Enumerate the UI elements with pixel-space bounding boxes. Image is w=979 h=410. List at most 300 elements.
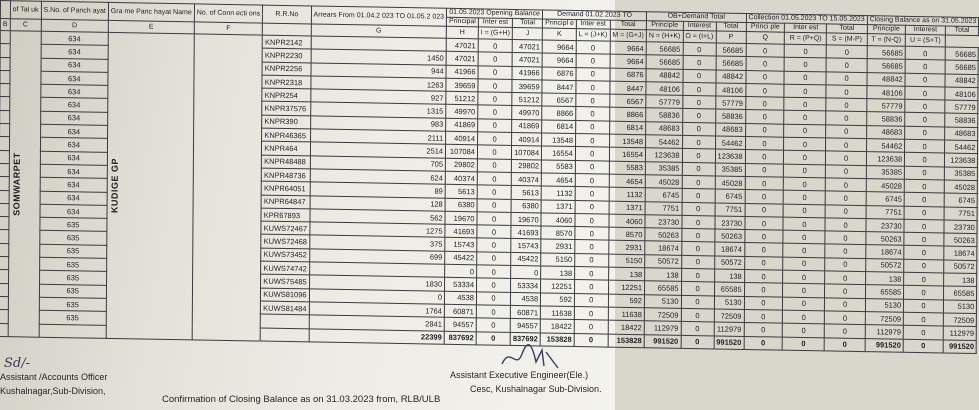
value-j: 18422: [540, 319, 574, 333]
value-s: 54462: [866, 139, 905, 153]
value-j: 8447: [542, 80, 576, 94]
value-r: 0: [825, 284, 865, 298]
value-o: 48683: [715, 123, 745, 137]
value-n: 0: [682, 122, 715, 136]
panchayat-code: 635: [39, 297, 106, 311]
value-t: 0: [904, 232, 944, 246]
value-m: 48683: [646, 122, 683, 136]
value-j: 2931: [541, 239, 575, 253]
value-r: 0: [825, 258, 865, 272]
value-m: 35385: [645, 161, 682, 175]
value-l: 592: [608, 294, 645, 308]
value-i: 45422: [511, 252, 541, 266]
value-g: 41693: [445, 224, 477, 238]
column-letter: [263, 23, 311, 36]
demand-interest-header: Inter est: [576, 20, 610, 30]
value-q: 0: [783, 204, 825, 218]
value-j: 138: [541, 266, 575, 280]
value-h: 0: [477, 185, 511, 199]
value-g: 41966: [446, 65, 478, 79]
rr-number: KNPR2318: [262, 75, 310, 89]
value-o: 35385: [715, 163, 745, 177]
arrears-value: 562: [310, 209, 446, 225]
value-s: 58836: [866, 112, 905, 126]
value-u: 18674: [944, 246, 977, 260]
value-s: 65585: [865, 285, 904, 299]
value-k: 0: [575, 187, 609, 201]
value-i: 0: [511, 265, 541, 279]
value-p: 0: [744, 270, 783, 284]
total-l: 153828: [608, 334, 645, 348]
value-s: 48683: [866, 125, 905, 139]
value-p: 0: [745, 216, 784, 230]
value-t: 0: [905, 153, 945, 167]
rr-no-header: R.R.No: [263, 5, 311, 24]
value-q: 0: [784, 111, 826, 125]
value-q: 0: [783, 230, 825, 244]
value-s: 18674: [865, 245, 904, 259]
rr-number: KNPR46365: [262, 128, 310, 142]
value-i: 47021: [512, 39, 542, 53]
value-g: 15743: [445, 238, 477, 252]
column-letter: Q: [746, 32, 785, 45]
arrears-value: 1275: [310, 222, 446, 238]
rr-number: KUWS81484: [261, 301, 309, 315]
value-u: 48683: [945, 127, 978, 141]
value-k: 0: [574, 280, 608, 294]
rr-number: KPR67893: [261, 208, 309, 222]
arrears-value: 128: [310, 195, 446, 211]
value-h: 0: [476, 318, 510, 332]
value-l: 12251: [608, 280, 645, 294]
rr-number: KNPR64051: [261, 181, 309, 195]
total-k: 0: [574, 333, 608, 347]
value-h: 0: [478, 39, 512, 53]
value-p: 0: [745, 97, 784, 111]
rr-number: KNPR2256: [262, 62, 310, 76]
value-g: 94557: [444, 317, 476, 331]
value-p: 0: [745, 163, 784, 177]
arrears-value: 624: [310, 169, 446, 185]
column-letter: B: [0, 19, 10, 31]
closing-principle-header: Principle: [867, 25, 906, 35]
value-i: 29802: [512, 159, 542, 173]
arrears-value: 705: [310, 156, 446, 172]
value-t: 0: [904, 259, 944, 273]
value-j: 13548: [542, 133, 576, 147]
arrears-value: 375: [309, 235, 445, 251]
value-m: 112979: [644, 321, 681, 335]
panchayat-code: 634: [40, 204, 107, 218]
value-p: 0: [745, 123, 784, 137]
value-k: 0: [576, 120, 610, 134]
value-r: 0: [826, 111, 866, 125]
column-letter: K: [542, 28, 576, 41]
value-m: 56685: [646, 42, 683, 56]
value-i: 6380: [511, 199, 541, 213]
column-letter: T = (N-Q): [867, 34, 906, 47]
value-s: 50572: [865, 258, 904, 272]
value-t: 0: [904, 179, 944, 193]
total-m: 991520: [644, 334, 681, 348]
right-title: Assistant Executive Engineer(Ele.): [450, 370, 589, 380]
rr-number: KNPR2142: [262, 35, 310, 49]
value-i: 47021: [512, 53, 542, 67]
value-n: 0: [683, 56, 716, 70]
value-p: 0: [744, 309, 783, 323]
value-o: 45028: [715, 176, 745, 190]
value-i: 51212: [512, 93, 542, 107]
value-p: 0: [744, 243, 783, 257]
column-letter: M = (G+J): [610, 29, 647, 42]
value-g: 47021: [446, 38, 478, 52]
rr-number: KUWS72467: [261, 221, 309, 235]
value-r: 0: [826, 191, 866, 205]
value-m: 23730: [645, 215, 682, 229]
value-l: 13548: [609, 134, 646, 148]
value-k: 0: [575, 147, 609, 161]
value-p: 0: [746, 70, 785, 84]
value-q: 0: [784, 57, 826, 71]
rr-number: KNPR48488: [262, 155, 310, 169]
column-letter: E: [108, 20, 194, 33]
blank-cell: [0, 270, 8, 283]
panchayat-code: 634: [40, 84, 107, 98]
value-h: 0: [478, 52, 512, 66]
value-o: 7751: [715, 203, 745, 217]
column-letter: G: [311, 24, 447, 38]
blank-cell: [0, 70, 10, 83]
value-h: 0: [477, 225, 511, 239]
value-t: 0: [905, 126, 945, 140]
value-o: 58836: [715, 109, 745, 123]
value-q: 0: [783, 284, 825, 298]
arrears-value: 1450: [311, 49, 447, 65]
value-i: 49970: [512, 106, 542, 120]
value-s: 5130: [865, 298, 904, 312]
panchayat-code: 634: [40, 191, 107, 205]
total-o: 991520: [714, 335, 744, 349]
value-l: 1371: [609, 201, 646, 215]
value-l: 18422: [608, 320, 645, 334]
value-m: 6745: [645, 188, 682, 202]
gram-panchayat-label: KUDIGE GP: [109, 157, 120, 214]
panchayat-code: 635: [39, 231, 106, 245]
panchayat-code: 634: [40, 98, 107, 112]
value-h: 0: [476, 291, 510, 305]
panchayat-code: 635: [39, 244, 106, 258]
value-t: 0: [904, 206, 944, 220]
panchayat-code: 634: [40, 111, 107, 125]
value-r: 0: [826, 178, 866, 192]
value-t: 0: [905, 86, 945, 100]
arrears-value: 944: [311, 63, 447, 79]
value-m: 7751: [645, 201, 682, 215]
value-o: 5130: [714, 296, 744, 310]
value-k: 0: [574, 293, 608, 307]
value-g: 40914: [446, 131, 478, 145]
value-n: 0: [682, 149, 715, 163]
panchayat-code: 634: [40, 151, 107, 165]
rr-number: KNPR464: [262, 141, 310, 155]
taluk-name: [8, 31, 41, 337]
value-u: 72509: [943, 313, 976, 327]
value-i: 19670: [511, 212, 541, 226]
value-n: 0: [681, 255, 714, 269]
arrears-value: 89: [310, 182, 446, 198]
value-q: 0: [783, 177, 825, 191]
column-letter: C: [10, 19, 41, 32]
total-arrears: 22399: [309, 328, 445, 344]
value-h: 0: [476, 305, 510, 319]
arrears-value: 0: [309, 289, 445, 305]
value-o: 65585: [714, 282, 744, 296]
value-j: 1371: [541, 200, 575, 214]
value-q: 0: [783, 244, 825, 258]
value-m: 72509: [644, 308, 681, 322]
value-k: 0: [575, 174, 609, 188]
value-n: 0: [681, 322, 714, 336]
blank-cell: [0, 84, 10, 97]
value-j: 6814: [542, 120, 576, 134]
rr-number: [261, 314, 309, 328]
blank-cell: [0, 323, 8, 336]
value-t: 0: [905, 166, 945, 180]
arrears-value: 699: [309, 249, 445, 265]
value-l: 11638: [608, 307, 645, 321]
value-u: 50263: [944, 233, 977, 247]
arrears-value: 983: [310, 116, 446, 132]
rr-number: KNPR64847: [261, 195, 309, 209]
value-p: 0: [746, 44, 785, 58]
blank-cell: [0, 177, 9, 190]
value-n: 0: [682, 109, 715, 123]
value-h: 0: [477, 212, 511, 226]
value-o: 57779: [715, 96, 745, 110]
value-s: 123638: [866, 152, 905, 166]
collection-interest-header: Inter est: [785, 23, 827, 33]
value-h: 0: [478, 65, 512, 79]
value-k: 0: [576, 67, 610, 81]
rr-number: KUWS81096: [261, 288, 309, 302]
value-l: 9664: [610, 54, 647, 68]
value-h: 0: [478, 79, 512, 93]
value-n: 0: [681, 229, 714, 243]
value-r: 0: [825, 218, 865, 232]
value-j: 6567: [542, 93, 576, 107]
value-m: 18674: [645, 241, 682, 255]
value-s: 112979: [865, 325, 904, 339]
blank-cell: [0, 97, 9, 110]
value-n: 0: [681, 242, 714, 256]
panchayat-code: 635: [39, 310, 106, 324]
value-o: 123638: [715, 149, 745, 163]
value-m: 50263: [645, 228, 682, 242]
value-r: 0: [826, 151, 866, 165]
value-j: 1132: [541, 186, 575, 200]
total-u: 991520: [943, 340, 976, 354]
value-m: 48106: [646, 82, 683, 96]
value-t: 0: [904, 246, 944, 260]
value-n: 0: [683, 69, 716, 83]
taluk-header: of Tal uk: [10, 1, 41, 20]
collection-header: Collection 01.05.2023 TO 15.05.2023: [746, 14, 867, 25]
value-n: 0: [682, 82, 715, 96]
rr-number: KUWS72468: [261, 235, 309, 249]
value-t: 0: [905, 113, 945, 127]
value-s: 138: [865, 272, 904, 286]
value-k: 0: [575, 267, 609, 281]
value-u: 48106: [945, 87, 978, 101]
value-o: 56685: [716, 43, 746, 57]
value-o: 50263: [714, 229, 744, 243]
value-g: 4538: [445, 291, 477, 305]
value-k: 0: [575, 200, 609, 214]
blank-cell: [0, 217, 9, 230]
value-l: 8866: [609, 108, 646, 122]
value-u: 65585: [943, 286, 976, 300]
column-letter: U = (S+T): [905, 34, 945, 47]
value-l: 6814: [609, 121, 646, 135]
value-j: 11638: [541, 306, 575, 320]
value-m: 57779: [646, 95, 683, 109]
rr-number: KUWS73452: [261, 248, 309, 262]
value-q: 0: [784, 124, 826, 138]
value-k: 0: [576, 80, 610, 94]
value-j: 8866: [542, 106, 576, 120]
value-r: 0: [827, 45, 867, 59]
value-j: 9664: [542, 53, 576, 67]
rr-number: KUWS75485: [261, 274, 309, 288]
arrears-value: 1263: [311, 76, 447, 92]
value-t: 0: [904, 193, 944, 207]
blank-cell: [0, 163, 9, 176]
value-g: 40374: [445, 171, 477, 185]
value-s: 45028: [866, 179, 905, 193]
value-q: 0: [783, 257, 825, 271]
panchayat-code: 634: [41, 45, 108, 59]
value-j: 4060: [541, 213, 575, 227]
column-letter: R = (P+Q): [785, 32, 827, 45]
value-o: 48106: [715, 83, 745, 97]
blank-cell: [0, 31, 10, 44]
value-i: 15743: [511, 239, 541, 253]
blank-cell: [0, 243, 8, 256]
value-s: 48106: [867, 86, 906, 100]
value-p: 0: [744, 230, 783, 244]
value-h: 0: [476, 278, 510, 292]
principal-header: Principal: [446, 17, 478, 27]
value-r: 0: [826, 138, 866, 152]
right-place: Cesc, Kushalnagar Sub-Division.: [470, 384, 602, 394]
total-i: 837692: [510, 332, 540, 346]
value-l: 1132: [609, 187, 646, 201]
value-t: 0: [905, 60, 945, 74]
value-u: 138: [944, 273, 977, 287]
panchayat-code: 634: [40, 138, 107, 152]
connections-header: No. of Conn ecti ons: [194, 4, 263, 23]
value-i: 4538: [511, 292, 541, 306]
blank-cell: [0, 57, 10, 70]
blank-cell: [0, 230, 9, 243]
value-k: 0: [575, 253, 609, 267]
total-n: 0: [681, 335, 714, 349]
blank-cell: [0, 124, 9, 137]
value-m: 5130: [644, 294, 681, 308]
value-q: 0: [784, 164, 826, 178]
value-p: 0: [746, 57, 785, 71]
value-u: 58836: [945, 113, 978, 127]
ob-total-header: Total: [716, 22, 746, 32]
total-r: 0: [825, 337, 865, 351]
arrears-value: 1764: [309, 302, 445, 318]
panchayat-code: 635: [39, 271, 106, 285]
blank-cell: [0, 137, 9, 150]
value-j: 9664: [542, 40, 576, 54]
value-o: 18674: [714, 242, 744, 256]
blank-cell: [0, 296, 8, 309]
value-n: 0: [681, 308, 714, 322]
left-signature: Sd/-: [4, 356, 30, 371]
panchayat-no-header: S.No. of Panch ayat: [41, 1, 108, 20]
arrears-header: Arrears From 01.04.2 023 TO 01.05.2 023: [311, 6, 447, 26]
value-g: 60871: [444, 304, 476, 318]
value-q: 0: [784, 97, 826, 111]
value-u: 56685: [945, 47, 978, 61]
taluk-label: SOMWARPET: [11, 151, 22, 216]
confirmation-line: Confirmation of Closing Balance as on 31.03.2023 from, RLB/ULB: [162, 394, 441, 405]
value-j: 16554: [542, 146, 576, 160]
value-m: 54462: [646, 135, 683, 149]
value-j: 592: [541, 293, 575, 307]
value-l: 16554: [609, 148, 646, 162]
value-t: 0: [905, 73, 945, 87]
value-m: 65585: [645, 281, 682, 295]
value-l: 4654: [609, 174, 646, 188]
total-j: 153828: [540, 332, 574, 346]
total-p: 0: [744, 336, 783, 350]
value-i: 41966: [512, 66, 542, 80]
value-r: 0: [825, 271, 865, 285]
value-m: 58836: [646, 108, 683, 122]
value-j: 5150: [541, 253, 575, 267]
value-l: 4060: [608, 214, 645, 228]
closing-total-header: Total: [945, 26, 978, 36]
value-o: 50572: [714, 256, 744, 270]
value-g: 29802: [445, 158, 477, 172]
value-k: 0: [575, 213, 609, 227]
value-q: 0: [782, 323, 824, 337]
value-p: 0: [744, 296, 783, 310]
value-s: 50263: [866, 232, 905, 246]
total-g: 837692: [444, 331, 476, 345]
value-u: 6745: [944, 193, 977, 207]
ledger-body: [0, 31, 979, 354]
column-letter: L = (J+K): [576, 29, 610, 42]
value-o: 23730: [715, 216, 745, 230]
value-u: 123638: [944, 153, 977, 167]
value-u: 54462: [944, 140, 977, 154]
value-k: 0: [576, 94, 610, 108]
value-n: 0: [682, 162, 715, 176]
value-i: 41869: [512, 119, 542, 133]
right-signature-icon: [498, 340, 568, 372]
value-s: 23730: [866, 218, 905, 232]
value-p: 0: [745, 176, 784, 190]
value-p: 0: [745, 150, 784, 164]
blank-cell: [0, 203, 9, 216]
value-i: 53334: [511, 279, 541, 293]
